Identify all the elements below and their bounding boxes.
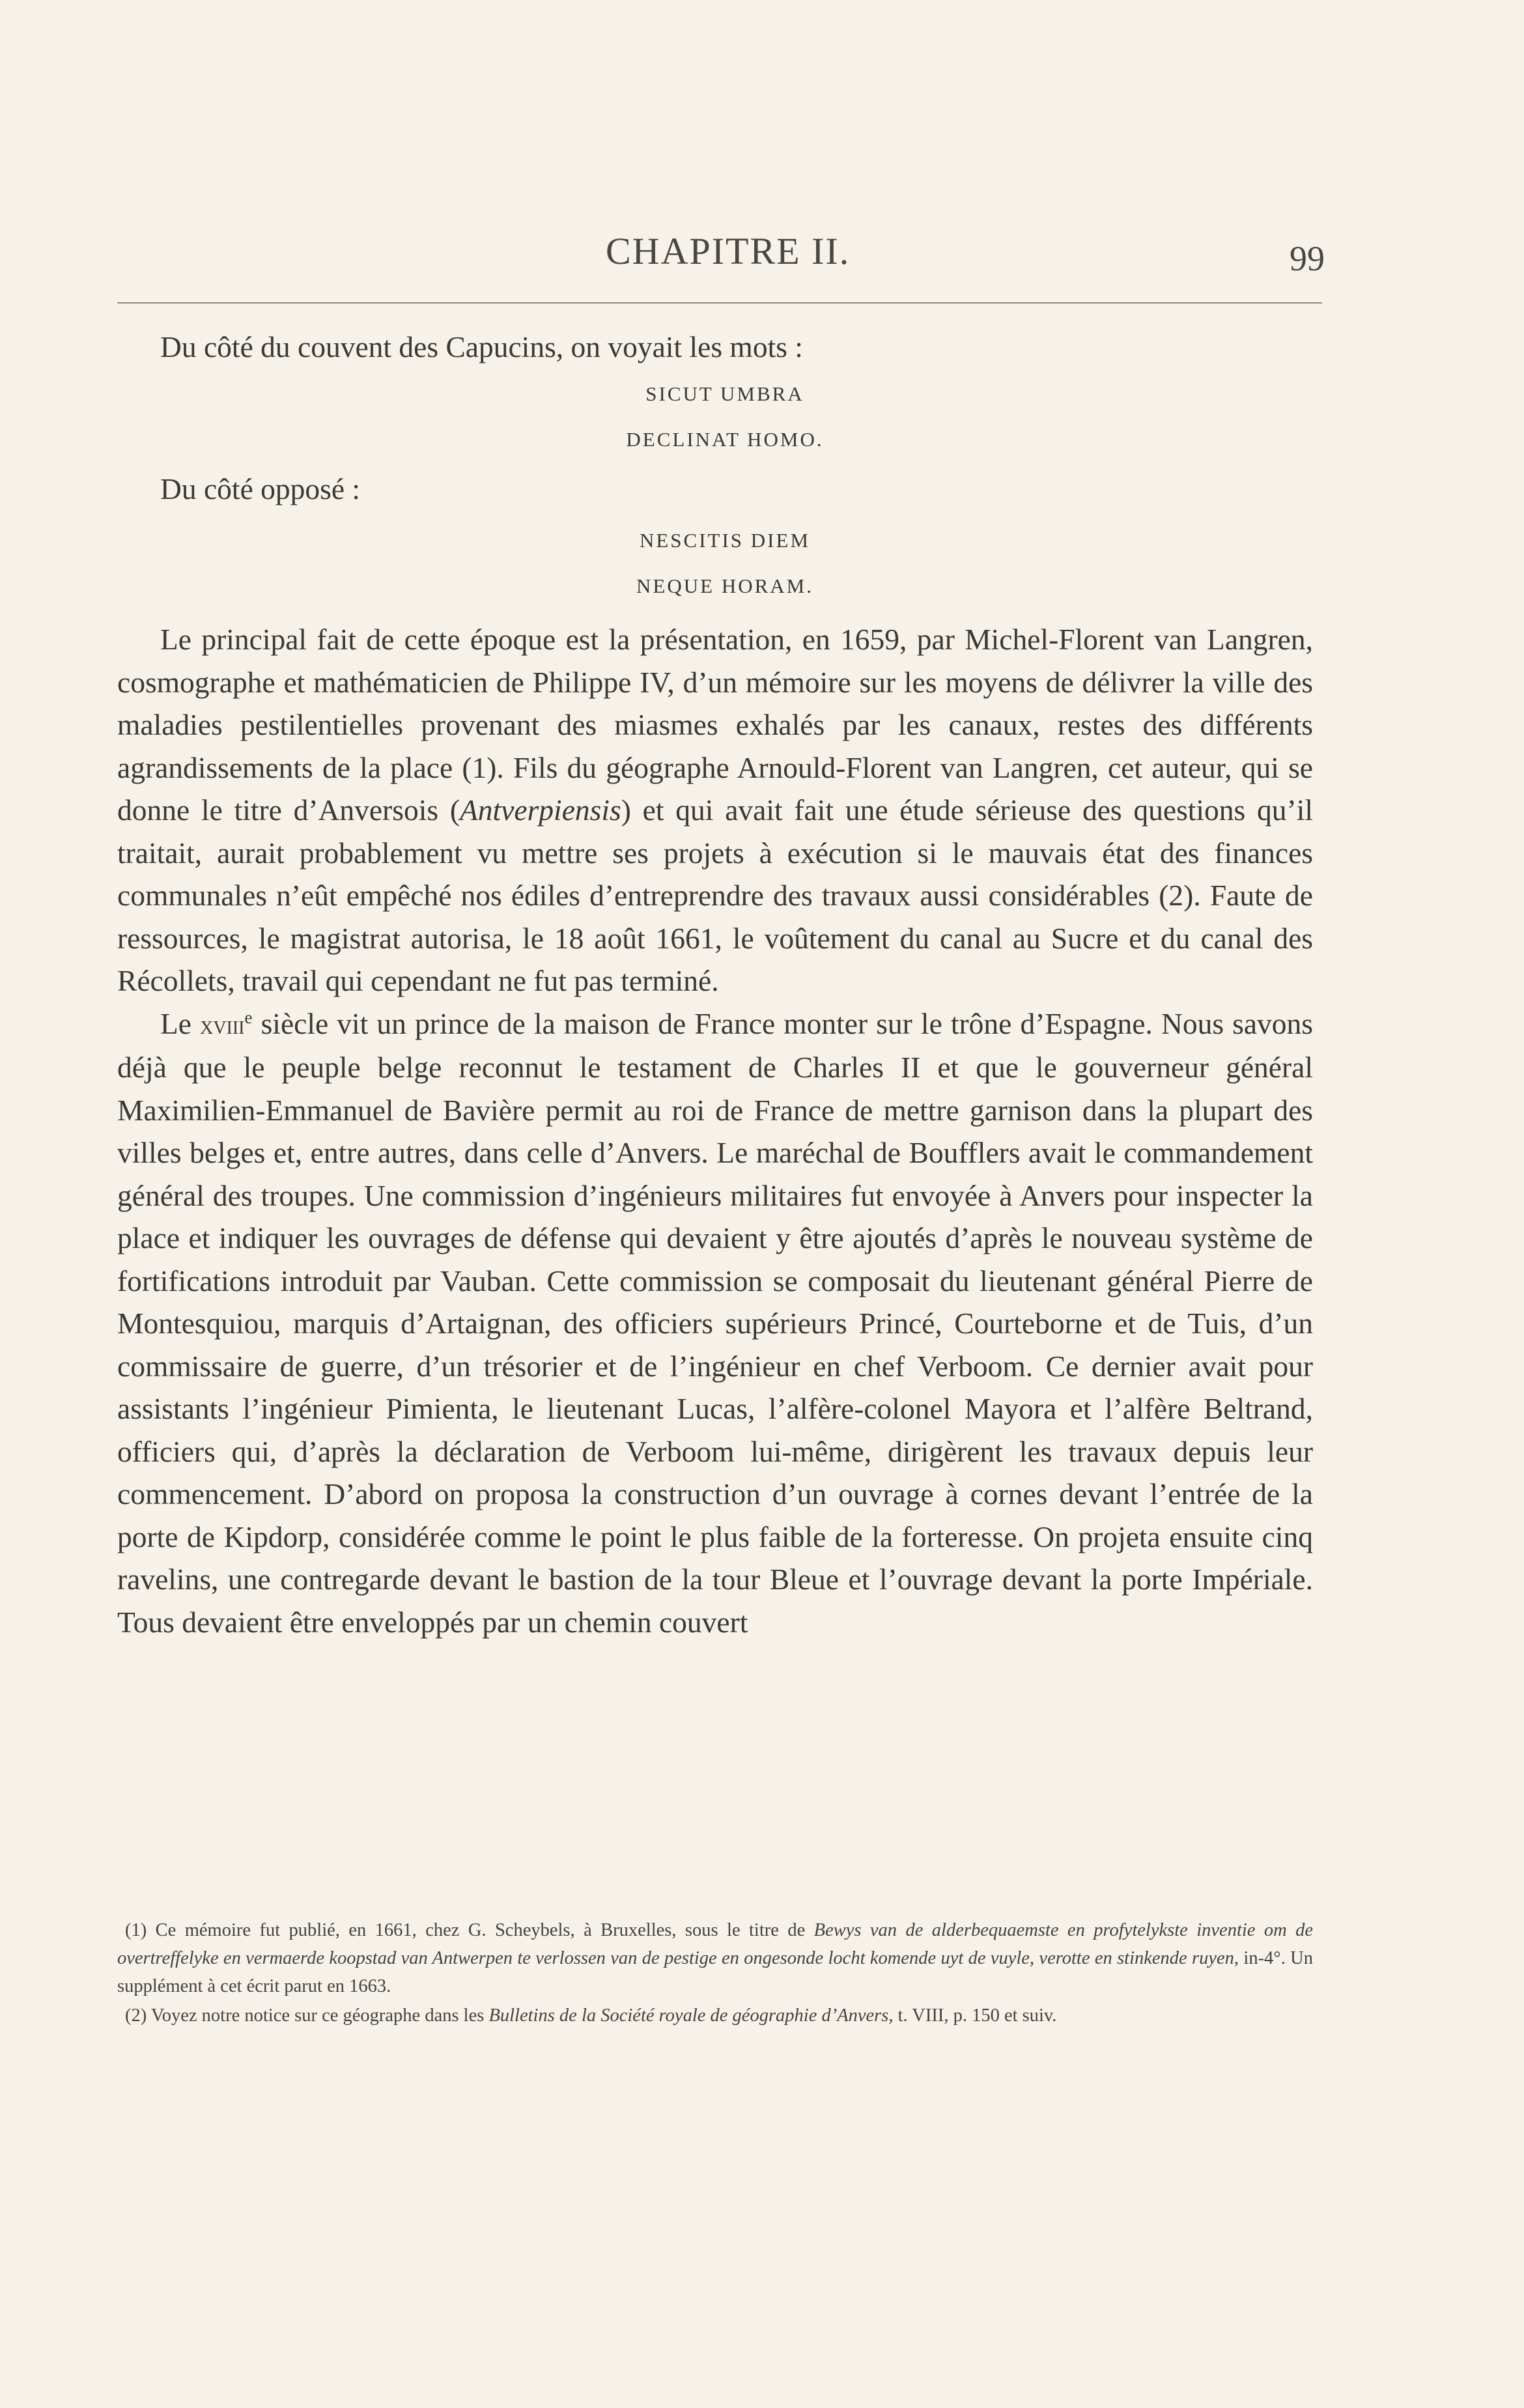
- superscript: e: [244, 1007, 253, 1027]
- paragraph-capucins: Du côté du couvent des Capucins, on voyait les mots :: [160, 330, 803, 363]
- main-text: [117, 326, 1313, 1643]
- inscription-line: DECLINAT HOMO.: [626, 427, 824, 451]
- inscription-line: NEQUE HORAM.: [636, 574, 813, 597]
- paragraph-xviii-siecle: [117, 1002, 1313, 1644]
- text-segment: (2) Voyez notre notice sur ce géographe dans les: [125, 2005, 489, 2026]
- paragraph-van-langren: [117, 618, 1313, 1002]
- footnote-2: [117, 2002, 1313, 2030]
- text-segment: Le principal fait de cette époque est la présentation, en 1659, par Michel-Florent van Langren, cosmographe et mathématicien de Philippe IV, d’un mémoire sur les moyens de délivrer la ville des maladies pestilentielles provenant des miasmes exhalés par les canaux, restes des différents agrandissements de la place (1). Fils du géographe Arnould-Florent van Langren, cet auteur, qui se donne le titre d’Anversois (: [117, 623, 1313, 827]
- running-title: CHAPITRE II.: [606, 230, 851, 272]
- footnotes: [117, 1916, 1313, 2031]
- italic-text: Antverpiensis: [460, 793, 621, 827]
- text-segment: (1) Ce mémoire fut publié, en 1661, chez G. Scheybels, à Bruxelles, sous le titre de: [125, 1920, 814, 1940]
- italic-text: Bulletins de la Société royale de géographie d’Anvers,: [488, 2005, 894, 2026]
- italic-text: Bewys van de alderbequaemste en profytelykste inventie om de overtreffelyke en vermaerde koopstad van Antwerpen te verlossen van de pestige en ongesonde locht komende uyt de vuyle, verotte en stinkende ruyen,: [117, 1920, 1314, 1968]
- inscription-2: [117, 518, 1313, 609]
- page-header: [0, 229, 1524, 281]
- text-segment: Le: [160, 1006, 201, 1040]
- paragraph-oppose: Du côté opposé :: [160, 472, 361, 505]
- text-segment: t. VIII, p. 150 et suiv.: [893, 2005, 1057, 2026]
- header-rule: [117, 302, 1322, 304]
- page-number: 99: [1290, 239, 1325, 278]
- footnote-1: [117, 1916, 1313, 2000]
- text-segment: ) et qui avait fait une étude sérieuse des questions qu’il traitait, aurait probablement vu mettre ses projets à exécution si le mauvais état des finances communales n’eût empêché nos édiles d’entreprendre des travaux aussi considérables (2). Faute de ressources, le magistrat autorisa, le 18 août 1661, le voûtement du canal au Sucre et du canal des Récollets, travail qui cependant ne fut pas terminé.: [117, 793, 1313, 997]
- inscription-line: SICUT UMBRA: [645, 382, 804, 405]
- century-numeral: xviii: [200, 1010, 245, 1040]
- text-segment: in-4°. Un supplément à cet écrit parut en 1663.: [117, 1948, 1314, 1996]
- inscription-1: [117, 371, 1313, 462]
- text-segment: siècle vit un prince de la maison de France monter sur le trône d’Espagne. Nous savons déjà que le peuple belge reconnut le testament de Charles II et que le gouverneur général Maximilien-Emmanuel de Bavière permit au roi de France de mettre garnison dans la plupart des villes belges et, entre autres, dans celle d’Anvers. Le maréchal de Boufflers avait le commandement général des troupes. Une commission d’ingénieurs militaires fut envoyée à Anvers pour inspecter la place et indiquer les ouvrages de défense qui devaient y être ajoutés d’après le nouveau système de fortifications introduit par Vauban. Cette commission se composait du lieutenant général Pierre de Montesquiou, marquis d’Artaignan, des officiers supérieurs Princé, Courteborne et de Tuis, d’un commissaire de guerre, d’un trésorier et de l’ingénieur en chef Verboom. Ce dernier avait pour assistants l’ingénieur Pimienta, le lieutenant Lucas, l’alfère-colonel Mayora et l’alfère Beltrand, officiers qui, d’après la déclaration de Verboom lui-même, dirigèrent les travaux depuis leur commencement. D’abord on proposa la construction d’un ouvrage à cornes devant l’entrée de la porte de Kipdorp, considérée comme le point le plus faible de la forteresse. On projeta ensuite cinq ravelins, une contregarde devant le bastion de la tour Bleue et l’ouvrage devant la porte Impériale. Tous devaient être enveloppés par un chemin couvert: [117, 1006, 1313, 1639]
- inscription-line: NESCITIS DIEM: [639, 529, 811, 552]
